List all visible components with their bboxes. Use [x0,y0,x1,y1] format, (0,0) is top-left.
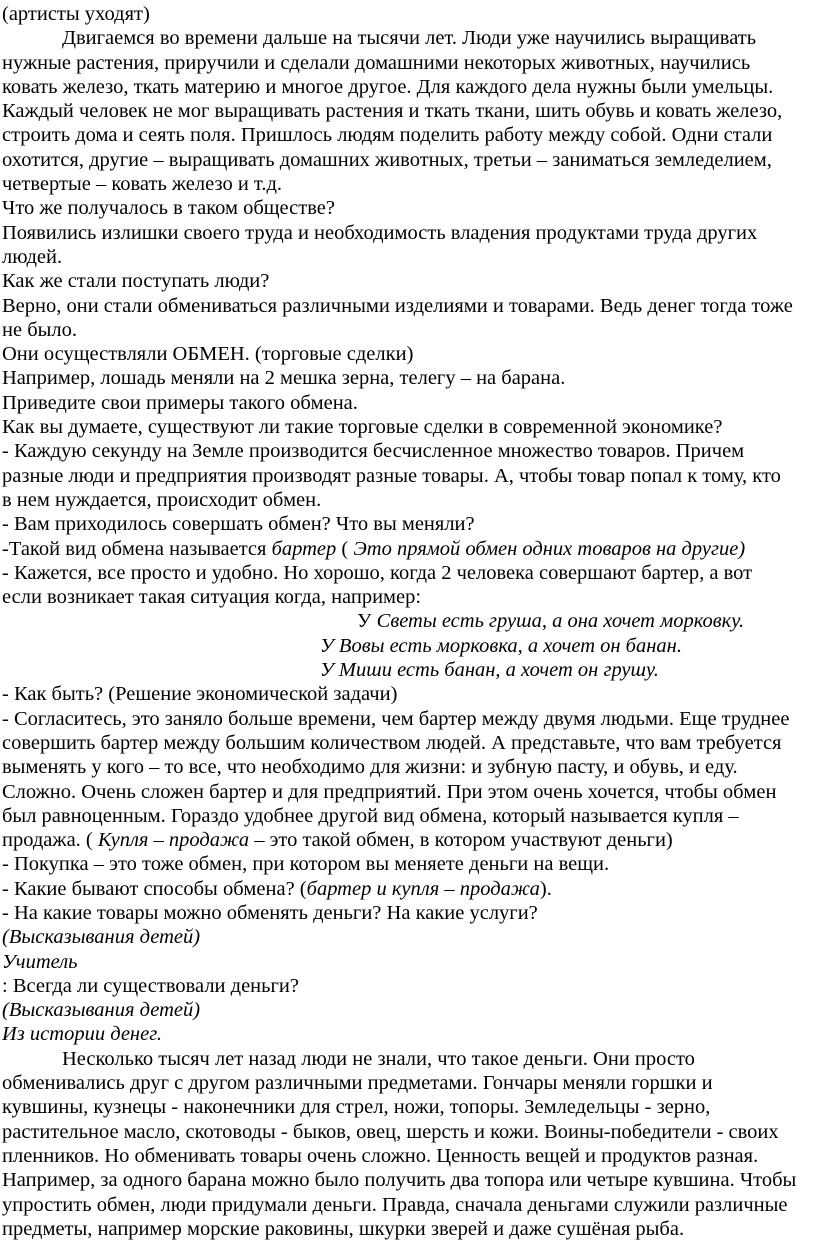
history-line: кувшины, кузнецы - наконечники для стрел, ножи, топоры. Земледельцы - зерно, [2,1096,711,1119]
barter-definition: Это прямой обмен одних товаров на другие) [353,537,746,560]
history-line: пленников. Но обменивать товары очень сложно. Ценность вещей и продуктов разная. [2,1144,759,1167]
sale-definition-line [2,828,812,852]
task-line-2: У Вовы есть морковка, а хочет он банан. [320,634,682,657]
text-line: Появились излишки своего труда и необходимость владения продуктами труда других [2,221,758,244]
children-statements-note-2: (Высказывания детей) [2,999,201,1022]
text-line: строить дома и сеять поля. Пришлось людям поделить работу между собой. Одни стали [2,124,773,147]
text-line: - Кажется, все просто и удобно. Но хорошо, когда 2 человека совершают бартер, а вот [2,561,753,584]
text-line: Каждый человек не мог выращивать растения и ткать ткани, шить обувь и ковать железо, [2,100,783,123]
text-line: совершить бартер между большим количеством людей. А представьте, что вам требуется [2,731,782,754]
text-line: Приведите свои примеры такого обмена. [2,391,358,414]
sale-term: Купля – продажа [97,829,250,852]
text-line: ковать железо, ткать материю и многое другое. Для каждого дела нужны были умельцы. [2,75,774,98]
history-line: растительное масло, скотоводы - быков, овец, шерсть и кожи. Воины-победители - своих [2,1120,779,1143]
task-line-1-prefix: У [357,610,377,633]
text-line: (артисты уходят) [2,3,150,25]
history-line: предметы, например морские раковины, шкурки зверей и даже сушёная рыба. [2,1217,685,1240]
text-line: Сложно. Очень сложен бартер и для предприятий. При этом очень хочется, чтобы обмен [2,780,777,803]
text-line: - Покупка – это тоже обмен, при котором вы меняете деньги на вещи. [2,853,610,876]
task-line-3: У Миши есть банан, а хочет он грушу. [320,659,659,682]
text-line: Как же стали поступать люди? [2,270,270,293]
text-line: Как вы думаете, существуют ли такие торговые сделки в современной экономике? [2,416,723,439]
methods-line-prefix: - Какие бывают способы обмена? ( [2,877,307,900]
teacher-question: : Всегда ли существовали деньги? [2,974,299,997]
text-line: Двигаемся во времени дальше на тысячи лет. Люди уже научились выращивать [62,27,757,50]
text-line: разные люди и предприятия производят разные товары. А, чтобы товар попал к тому, кто [2,464,781,487]
text-line: в нем нуждается, происходит обмен. [2,488,322,511]
sale-line-suffix: – это такой обмен, в котором участвуют деньги) [249,829,673,852]
barter-definition-line [2,537,812,561]
barter-line-prefix: -Такой вид обмена называется [2,537,272,560]
history-line: обменивались друг с другом различными предметами. Гончары меняли горшки и [2,1072,713,1095]
text-line: - Каждую секунду на Земле производится бесчисленное множество товаров. Причем [2,440,745,463]
section-heading: Из истории денег. [2,1023,163,1046]
text-line: людей. [2,245,63,268]
history-line: Например, за одного барана можно было получить два топора или четыре кувшина. Чтобы [2,1169,797,1192]
text-line: не было. [2,318,78,341]
methods-line-suffix: ). [539,877,552,900]
text-line: - Согласитесь, это заняло больше времени, чем бартер между двумя людьми. Еще труднее [2,707,790,730]
history-line: Несколько тысяч лет назад люди не знали, что такое деньги. Они просто [62,1047,695,1070]
text-line: Верно, они стали обмениваться различными изделиями и товарами. Ведь денег тогда тоже [2,294,793,317]
sale-line-prefix: продажа. ( [2,829,98,852]
text-line: - Как быть? (Решение экономической задачи) [2,683,398,706]
methods-term: бартер и купля – продажа [306,877,540,900]
text-line: выменять у кого – то все, что необходимо для жизни: и зубную пасту, и обувь, и еду. [2,756,738,779]
task-line-1 [2,609,812,633]
text-line: был равноценным. Гораздо удобнее другой вид обмена, который называется купля – [2,804,739,827]
text-line: нужные растения, приручили и сделали домашними некоторых животных, научились [2,51,751,74]
history-line: упростить обмен, люди придумали деньги. Правда, сначала деньгами служили различные [2,1193,788,1216]
barter-line-middle: ( [336,537,354,560]
children-statements-note: (Высказывания детей) [2,926,201,949]
text-line: Например, лошадь меняли на 2 мешка зерна, телегу – на барана. [2,367,566,390]
teacher-label: Учитель [2,950,78,973]
text-line: охотится, другие – выращивать домашних животных, третьи – заниматься земледелием, [2,148,772,171]
text-line: четвертые – ковать железо и т.д. [2,173,283,196]
text-line: если возникает такая ситуация когда, например: [2,586,422,609]
text-line: - На какие товары можно обменять деньги? На какие услуги? [2,901,538,924]
methods-line [2,877,812,901]
text-line: Они осуществляли ОБМЕН. (торговые сделки) [2,343,414,366]
barter-term: бартер [271,537,337,560]
text-line: Что же получалось в таком обществе? [2,197,335,220]
text-line: - Вам приходилось совершать обмен? Что вы меняли? [2,513,475,536]
task-line-1-italic: Светы есть груша, а она хочет морковку. [376,610,745,633]
